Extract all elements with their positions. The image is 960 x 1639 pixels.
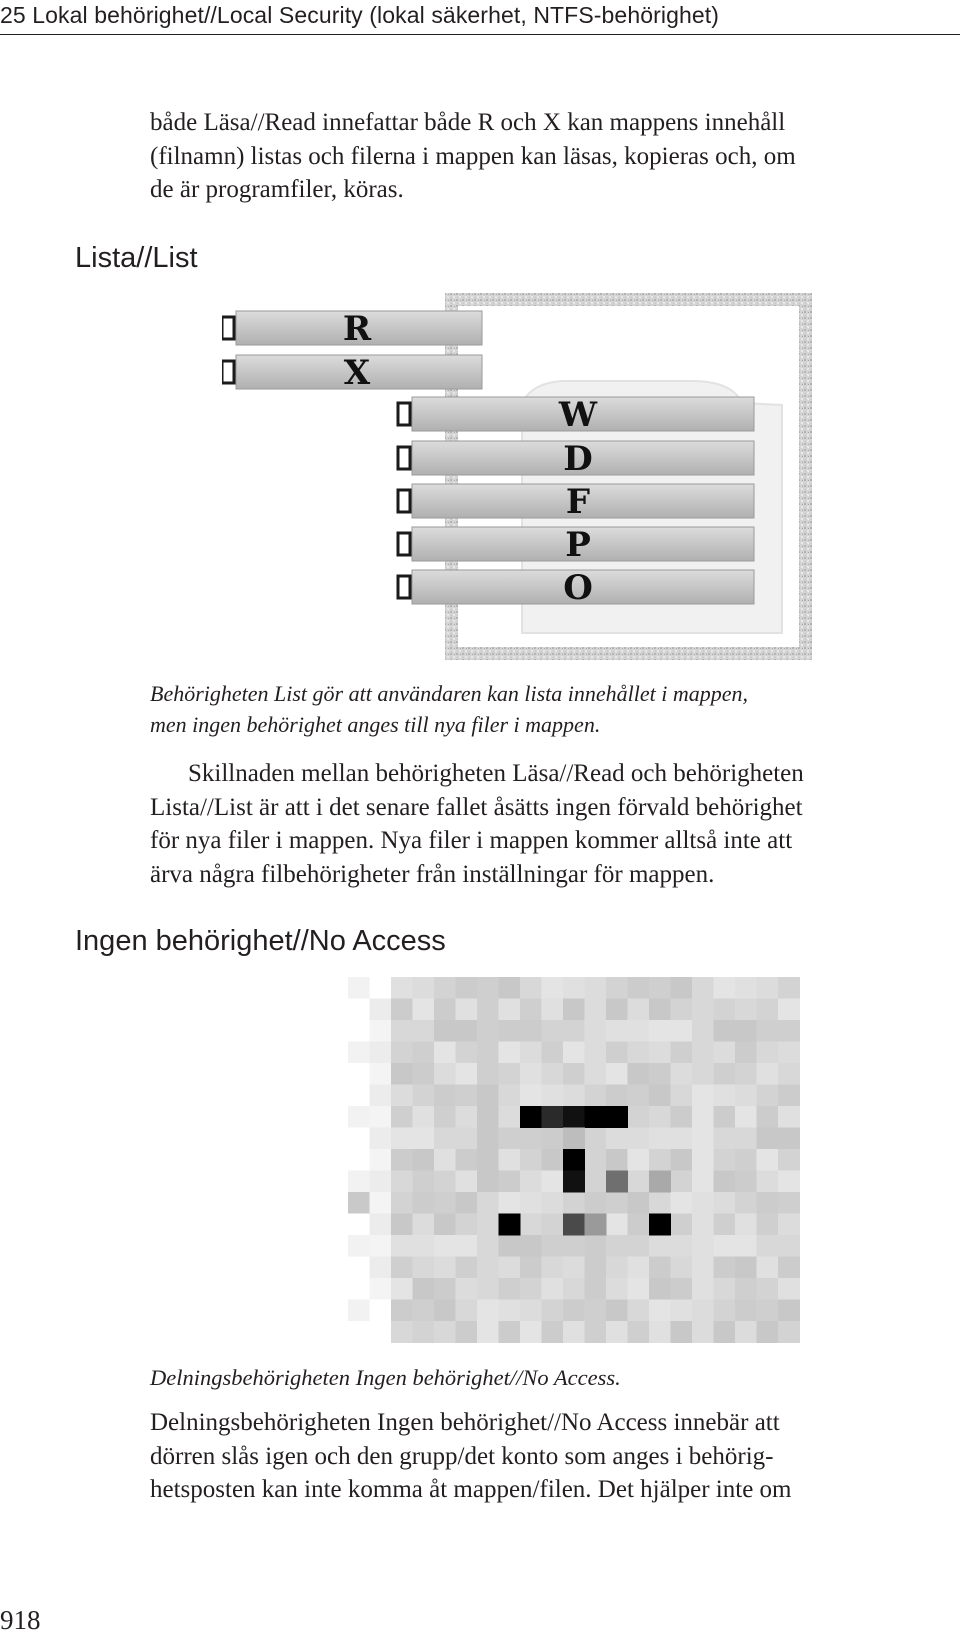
permission-tab-f xyxy=(398,482,754,522)
permission-tab-r xyxy=(222,309,482,349)
permission-checkbox xyxy=(398,576,410,598)
permission-checkbox xyxy=(398,403,410,425)
section-heading-no-access: Ingen behörighet//No Access xyxy=(75,925,446,957)
permission-letter: W xyxy=(558,395,598,435)
text-line: hetsposten kan inte komma åt mappen/filen. Det hjälper inte om xyxy=(150,1476,792,1503)
no-access-figure xyxy=(348,977,818,1347)
permission-tab-x xyxy=(222,353,482,393)
permission-tab-o xyxy=(398,568,754,608)
text-line: de är programfiler, köras. xyxy=(150,176,404,203)
paragraph-read-continued xyxy=(150,106,894,207)
list-permission-figure xyxy=(222,293,822,663)
permission-letter: F xyxy=(565,482,591,522)
permission-tab-d xyxy=(398,439,754,479)
folder-icon xyxy=(445,293,812,660)
paragraph-read-vs-list xyxy=(150,757,894,891)
permission-letter: D xyxy=(563,439,593,479)
permission-checkbox xyxy=(398,490,410,512)
paragraph-no-access xyxy=(150,1406,894,1507)
text-line: Skillnaden mellan behörigheten Läsa//Read och behörigheten xyxy=(188,760,804,787)
running-header: 25 Lokal behörighet//Local Security (lokal säkerhet, NTFS-behörighet) xyxy=(0,2,719,28)
text-line: Delningsbehörigheten Ingen behörighet//No Access innebär att xyxy=(150,1409,780,1436)
text-line: (filnamn) listas och filerna i mappen kan läsas, kopieras och, om xyxy=(150,142,796,170)
permission-letter: P xyxy=(565,525,591,565)
permission-tab-p xyxy=(398,525,754,565)
permission-checkbox xyxy=(398,533,410,555)
caption-line: men ingen behörighet anges till nya filer i mappen. xyxy=(150,712,601,737)
permission-letter: O xyxy=(563,568,593,608)
header-rule xyxy=(0,34,960,35)
text-line: för nya filer i mappen. Nya filer i mappen kommer alltså inte att xyxy=(150,827,793,854)
text-line: dörren slås igen och den grupp/det konto som anges i behörig- xyxy=(150,1442,774,1470)
permission-letter: R xyxy=(342,309,372,349)
permission-checkbox xyxy=(222,317,234,339)
figure-caption-list xyxy=(150,678,894,740)
page-number: 918 xyxy=(0,1605,41,1635)
permission-checkbox xyxy=(398,447,410,469)
text-line: Lista//List är att i det senare fallet åsätts ingen förvald behörighet xyxy=(150,793,803,821)
text-line: både Läsa//Read innefattar både R och X kan mappens innehåll xyxy=(150,109,786,136)
caption-line: Behörigheten List gör att användaren kan lista innehållet i mappen, xyxy=(150,681,749,706)
section-heading-list: Lista//List xyxy=(75,242,198,274)
permission-tab-w xyxy=(398,395,754,435)
figure-caption-no-access: Delningsbehörigheten Ingen behörighet//No Access. xyxy=(150,1365,621,1390)
permission-checkbox xyxy=(222,361,234,383)
permission-letter: X xyxy=(343,353,371,393)
text-line: ärva några filbehörigheter från inställningar för mappen. xyxy=(150,860,715,888)
no-access-lock-icon xyxy=(348,977,800,1343)
